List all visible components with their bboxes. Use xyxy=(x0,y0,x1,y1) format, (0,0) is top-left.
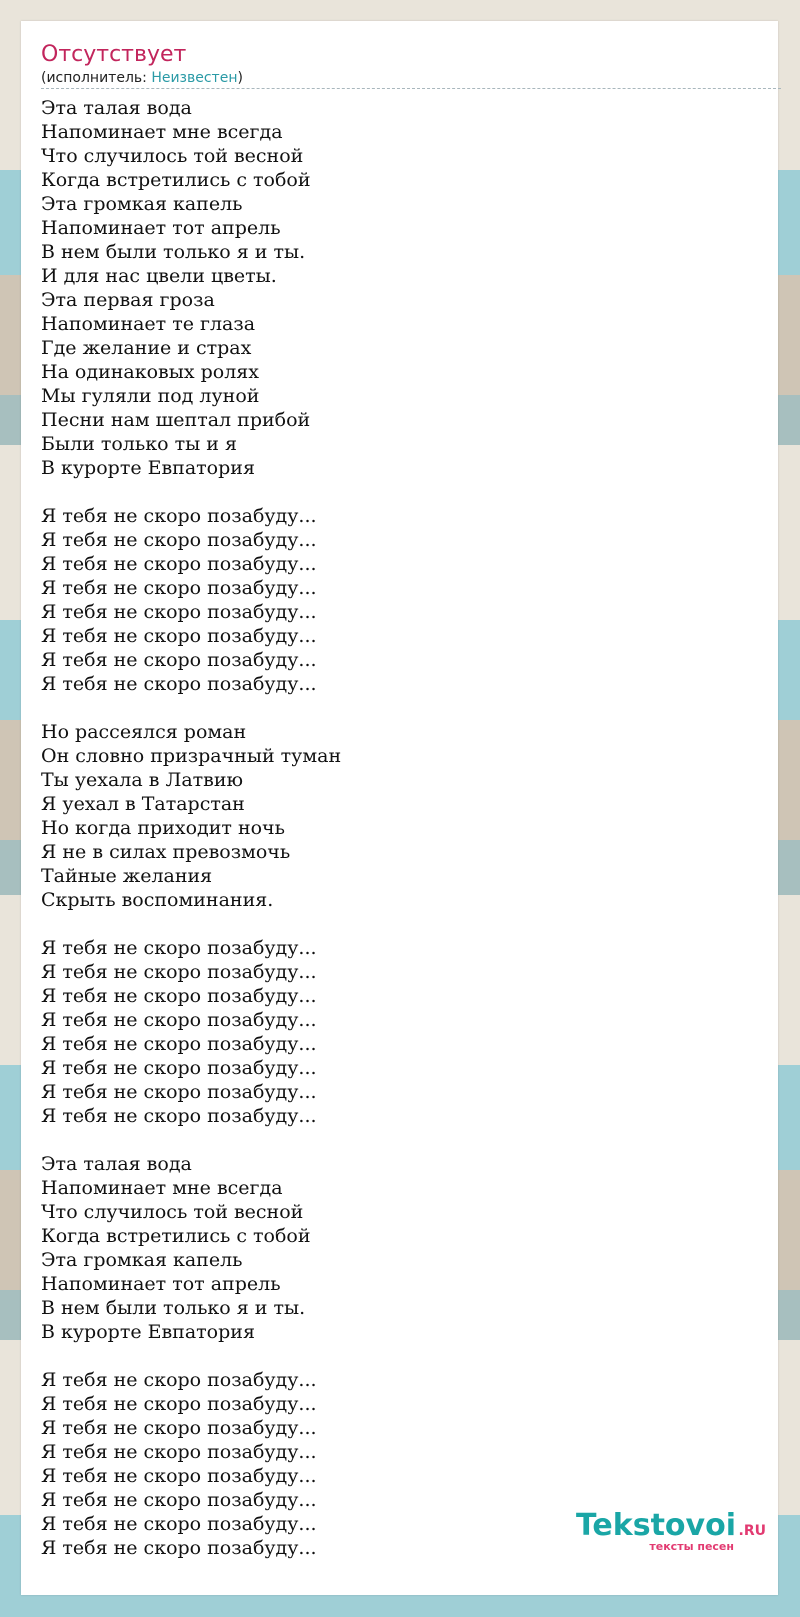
artist-line xyxy=(41,69,243,87)
artist-suffix: ) xyxy=(237,70,243,86)
logo-tagline: тексты песен xyxy=(649,1540,734,1553)
site-logo[interactable] xyxy=(556,1508,766,1553)
logo-name: Tekstovoi xyxy=(575,1508,736,1543)
logo-tld: .RU xyxy=(738,1523,766,1539)
lyrics-card xyxy=(21,21,778,1595)
title-divider xyxy=(41,88,781,89)
lyrics-text: Эта талая вода Напоминает мне всегда Что случилось той весной Когда встретились с тобой Эта громкая капель Напоминает тот апрель В нем были только я и ты. И для нас цвели цветы. Эта первая гроза Напоминает те глаза Где желание и страх На одинаковых ролях Мы гуляли под луной Песни нам шептал прибой Были только ты и я В курорте Евпатория Я тебя не скоро позабуду... Я тебя не скоро позабуду... Я тебя не скоро позабуду... Я тебя не скоро позабуду... Я тебя не скоро позабуду... Я тебя не скоро позабуду... Я тебя не скоро позабуду... Я тебя не скоро позабуду... Но рассеялся роман Он словно призрачный туман Ты уехала в Латвию Я уехал в Татарстан Но когда приходит ночь Я не в силах превозмочь Тайные желания Скрыть воспоминания. Я тебя не скоро позабуду... Я тебя не скоро позабуду... Я тебя не скоро позабуду... Я тебя не скоро позабуду... Я тебя не скоро позабуду... Я тебя не скоро позабуду... Я тебя не скоро позабуду... Я тебя не скоро позабуду... Эта талая вода Напоминает мне всегда Что случилось той весной Когда встретились с тобой Эта громкая капель Напоминает тот апрель В нем были только я и ты. В курорте Евпатория Я тебя не скоро позабуду... Я тебя не скоро позабуду... Я тебя не скоро позабуду... Я тебя не скоро позабуду... Я тебя не скоро позабуду... Я тебя не скоро позабуду... Я тебя не скоро позабуду... Я тебя не скоро позабуду... xyxy=(41,97,342,1559)
artist-link[interactable]: Неизвестен xyxy=(151,70,238,86)
artist-prefix: (исполнитель: xyxy=(41,70,152,86)
song-title: Отсутствует xyxy=(41,42,187,67)
